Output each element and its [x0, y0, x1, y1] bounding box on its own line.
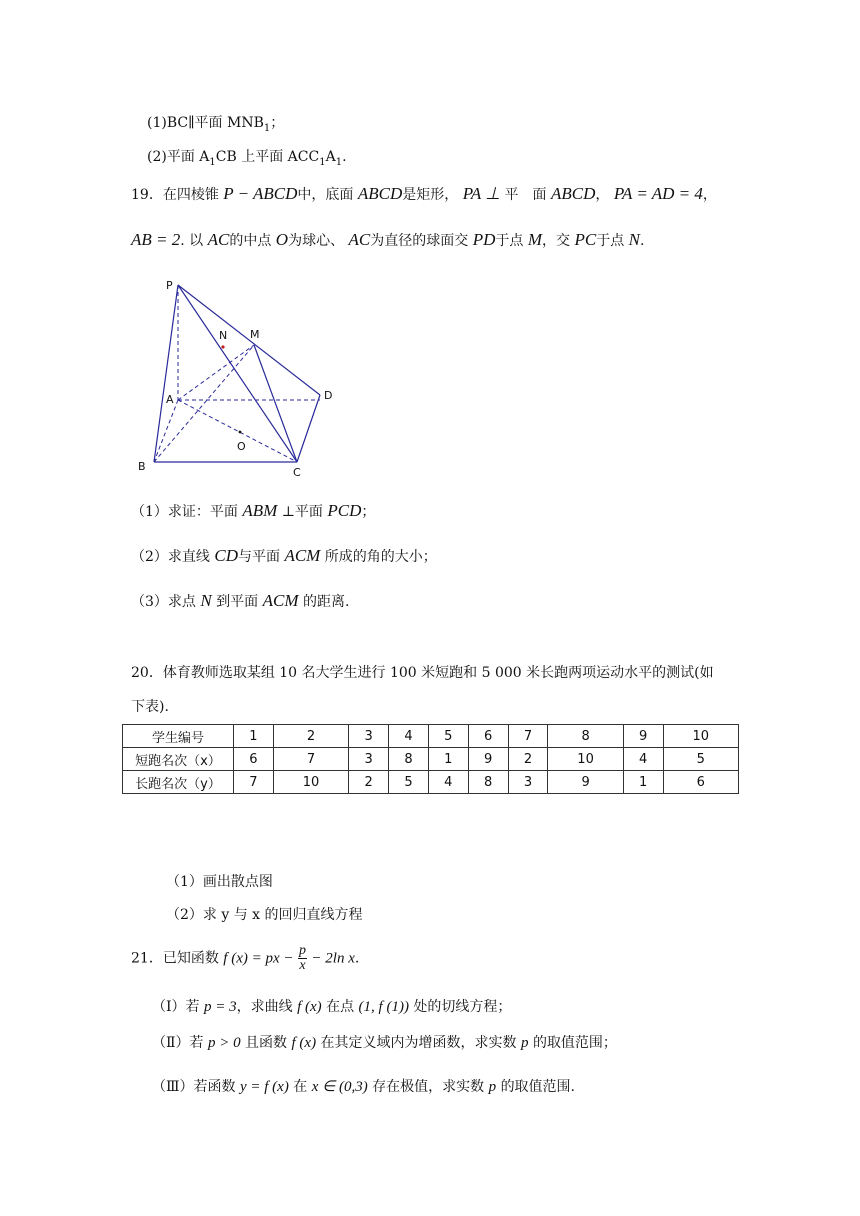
q21-part3: （Ⅲ）若函数 y = f (x) 在 x ∈ (0,3) 存在极值，求实数 p 的取值范围. — [152, 1079, 576, 1095]
label-o: O — [237, 440, 246, 453]
label-m: M — [250, 328, 260, 341]
scores-table — [122, 724, 739, 794]
q20-sub2: （2）求 y 与 x 的回归直线方程 — [166, 907, 363, 923]
q19-sub3: （3）求点 N 到平面 ACM 的距离. — [131, 591, 350, 610]
table-cell: 6 — [663, 771, 738, 794]
table-cell: 9 — [548, 771, 623, 794]
table-cell: 7 — [273, 748, 348, 771]
table-cell: 7 — [508, 725, 548, 748]
table-cell: 9 — [623, 725, 663, 748]
table-cell: 3 — [349, 748, 389, 771]
table-cell: 2 — [349, 771, 389, 794]
fraction-p-over-x: $\frac{p}{x}$ — [298, 943, 306, 973]
point-n — [221, 345, 224, 348]
table-cell: 6 — [468, 725, 508, 748]
table-cell: 5 — [428, 725, 468, 748]
q21-part1: （Ⅰ）若 p = 3，求曲线 f (x) 在点 (1, f (1)) 处的切线方程； — [152, 999, 512, 1015]
table-row — [123, 725, 739, 748]
table-row — [123, 771, 739, 794]
label-p: P — [166, 279, 173, 292]
q21-part2: （Ⅱ）若 p > 0 且函数 f (x) 在其定义域内为增函数，求实数 p 的取值范围； — [152, 1035, 617, 1051]
table-cell: 学生编号 — [123, 725, 234, 748]
table-cell: 4 — [389, 725, 429, 748]
table-cell: 6 — [234, 748, 274, 771]
table-cell: 4 — [428, 771, 468, 794]
table-cell: 5 — [389, 771, 429, 794]
table-cell: 7 — [234, 771, 274, 794]
q18-part2: (2)平面 $A_1CB$ 上平面 $ACC_1A_1$. — [147, 149, 347, 168]
table-cell: 8 — [548, 725, 623, 748]
table-cell: 8 — [468, 771, 508, 794]
q19-line1: 19．在四棱锥 P − ABCD中，底面 ABCD是矩形， PA ⊥ 平 面 ABCD， PA = AD = 4， — [131, 184, 717, 203]
q19-line2: AB = 2. 以 AC的中点 O为球心、 AC为直径的球面交 PD于点 M，交 PC于点 N. — [131, 230, 645, 249]
q20-line2: 下表). — [131, 699, 169, 715]
table-cell: 1 — [234, 725, 274, 748]
table-cell: 10 — [273, 771, 348, 794]
label-n: N — [219, 329, 228, 342]
q20-sub1: （1）画出散点图 — [166, 874, 273, 890]
table-cell: 3 — [349, 725, 389, 748]
table-cell: 2 — [273, 725, 348, 748]
label-c: C — [293, 466, 301, 479]
label-d: D — [324, 389, 333, 402]
q19-sub1: （1）求证：平面 ABM ⊥平面 PCD； — [131, 501, 376, 520]
q19-sub2: （2）求直线 CD与平面 ACM 所成的角的大小； — [131, 546, 437, 565]
table-cell: 1 — [623, 771, 663, 794]
table-cell: 10 — [663, 725, 738, 748]
table-row — [123, 748, 739, 771]
table-cell: 长跑名次（y） — [123, 771, 234, 794]
table-cell: 2 — [508, 748, 548, 771]
pyramid-figure — [130, 272, 340, 482]
table-cell: 9 — [468, 748, 508, 771]
table-cell: 3 — [508, 771, 548, 794]
q21-line1: 21．已知函数 f (x) = px − $\frac{p}{x}$ − 2ln x. — [131, 943, 360, 973]
q20-line1: 20．体育教师选取某组 10 名大学生进行 100 米短跑和 5 000 米长跑两项运动水平的测试(如 — [131, 665, 714, 681]
table-cell: 5 — [663, 748, 738, 771]
table-cell: 短跑名次（x） — [123, 748, 234, 771]
label-a: A — [166, 393, 174, 406]
point-o — [239, 431, 242, 434]
table-cell: 8 — [389, 748, 429, 771]
table-cell: 10 — [548, 748, 623, 771]
label-b: B — [138, 460, 146, 473]
q18-part1: (1)BC∥平面 $MNB_1$； — [147, 115, 285, 134]
table-cell: 4 — [623, 748, 663, 771]
table-cell: 1 — [428, 748, 468, 771]
